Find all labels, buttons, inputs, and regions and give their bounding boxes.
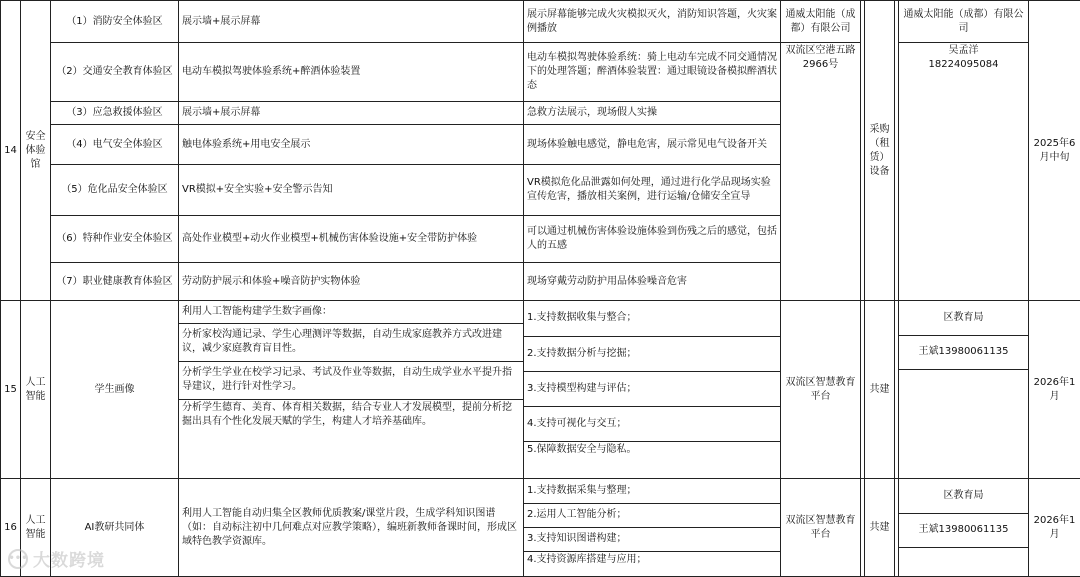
support-item: 4.支持可视化与交互； bbox=[524, 406, 780, 441]
item-name: AI教研共同体 bbox=[51, 479, 179, 577]
zone-desc: 现场穿戴劳动防护用品体验噪音危害 bbox=[524, 263, 781, 301]
support-item: 5.保障数据安全与隐私。 bbox=[527, 443, 637, 455]
platform-cell: 双流区智慧教育平台 bbox=[781, 301, 861, 479]
method-cell: 共建 bbox=[865, 479, 895, 577]
content-line: 分析家校沟通记录、学生心理测评等数据，自动生成家庭教养方式改进建议，减少家庭教育盲目性。 bbox=[179, 323, 523, 361]
contact-phone: 18224095084 bbox=[928, 59, 999, 70]
support-item: 2.运用人工智能分析； bbox=[524, 503, 780, 527]
support-item: 3.支持模型构建与评估； bbox=[524, 371, 780, 406]
zone-content: 展示墙+展示屏幕 bbox=[179, 1, 524, 43]
content-line: 分析学生德育、美育、体育相关数据，结合专业人才发展模型，提前分析挖掘出具有个性化发展天赋的学生，构建人才培养基础库。 bbox=[182, 401, 512, 427]
table-row bbox=[1, 1, 1080, 43]
table-row bbox=[1, 43, 1080, 102]
supplier-address: 双流区空港五路2966号 bbox=[781, 43, 861, 301]
zone-name: （7）职业健康教育体验区 bbox=[51, 263, 179, 301]
row-number: 16 bbox=[1, 479, 21, 577]
supplier-name: 通威太阳能（成都）有限公司 bbox=[781, 1, 861, 43]
support-item: 1.支持数据采集与整理； bbox=[524, 479, 780, 503]
contact-list bbox=[899, 301, 1029, 479]
watermark bbox=[8, 546, 105, 571]
support-list bbox=[524, 301, 781, 479]
watermark-text: 大数跨境 bbox=[33, 551, 105, 571]
method-cell: 共建 bbox=[865, 301, 895, 479]
contact-org: 区教育局 bbox=[899, 301, 1028, 335]
support-item: 2.支持数据分析与挖掘； bbox=[524, 336, 780, 371]
zone-name: （5）危化品安全体验区 bbox=[51, 165, 179, 216]
zone-desc: 电动车模拟驾驶体验系统：骑上电动车完成不同交通情况下的处理答题；醉酒体验装置：通过眼镜设备模拟醉酒状态 bbox=[524, 43, 781, 102]
support-item: 4.支持资源库搭建与应用； bbox=[527, 553, 647, 565]
contact-phone: 王斌13980061135 bbox=[899, 513, 1028, 547]
content-line: 利用人工智能自动归集全区教师优质教案/课堂片段，生成学科知识图谱（如：自动标注初中几何难点对应教学策略），编班新教师备课时间，形成区域特色教学资源库。 bbox=[179, 479, 524, 577]
support-list bbox=[524, 479, 781, 577]
zone-desc: 现场体验触电感觉，静电危害，展示常见电气设备开关 bbox=[524, 125, 781, 165]
method-cell: 采购（租赁）设备 bbox=[865, 1, 895, 301]
support-item: 1.支持数据收集与整合； bbox=[524, 301, 780, 336]
zone-desc: 急救方法展示，现场假人实操 bbox=[524, 102, 781, 125]
contact-name: 吴孟洋 bbox=[948, 45, 979, 56]
zone-name: （1）消防安全体验区 bbox=[51, 1, 179, 43]
contact-list bbox=[899, 479, 1029, 577]
zone-content: 电动车模拟驾驶体验系统+醉酒体验装置 bbox=[179, 43, 524, 102]
category-cell: 人工智能 bbox=[21, 479, 51, 577]
platform-cell: 双流区智慧教育平台 bbox=[781, 479, 861, 577]
zone-desc: 可以通过机械伤害体验设施体验到伤残之后的感觉，包括人的五感 bbox=[524, 216, 781, 263]
content-line: 分析学生学业在校学习记录、考试及作业等数据，自动生成学业水平提升指导建议，进行针对性学习。 bbox=[179, 361, 523, 399]
blank-cell bbox=[899, 547, 1028, 550]
table-row bbox=[1, 301, 1080, 479]
zone-name: （3）应急救援体验区 bbox=[51, 102, 179, 125]
contact-org: 通威太阳能（成都）有限公司 bbox=[899, 1, 1029, 43]
contact-person bbox=[899, 43, 1029, 301]
chat-bubble-icon: ••• bbox=[8, 549, 28, 569]
zone-name: （2）交通安全教育体验区 bbox=[51, 43, 179, 102]
zone-content: 触电体验系统+用电安全展示 bbox=[179, 125, 524, 165]
zone-desc: VR模拟危化品泄露如何处理，通过进行化学品现场实验宣传危害，播放相关案例，进行运输/仓储安全宣导 bbox=[524, 165, 781, 216]
item-name: 学生画像 bbox=[51, 301, 179, 479]
zone-desc: 展示屏幕能够完成火灾模拟灭火，消防知识答题，火灾案例播放 bbox=[524, 1, 781, 43]
zone-content: VR模拟+安全实验+安全警示告知 bbox=[179, 165, 524, 216]
contact-phone: 王斌13980061135 bbox=[899, 335, 1028, 369]
category-cell: 人工智能 bbox=[21, 301, 51, 479]
zone-content: 高处作业模型+动火作业模型+机械伤害体验设施+安全带防护体验 bbox=[179, 216, 524, 263]
blank-cell bbox=[899, 369, 1028, 372]
content-line: 利用人工智能构建学生数字画像： bbox=[179, 301, 523, 323]
support-item: 3.支持知识图谱构建； bbox=[524, 527, 780, 551]
row-number: 15 bbox=[1, 301, 21, 479]
date-cell: 2026年1月 bbox=[1029, 479, 1080, 577]
table-row bbox=[1, 479, 1080, 577]
zone-name: （6）特种作业安全体验区 bbox=[51, 216, 179, 263]
date-cell: 2026年1月 bbox=[1029, 301, 1080, 479]
zone-content: 展示墙+展示屏幕 bbox=[179, 102, 524, 125]
row-number: 14 bbox=[1, 1, 21, 301]
zone-name: （4）电气安全体验区 bbox=[51, 125, 179, 165]
contact-org: 区教育局 bbox=[899, 479, 1028, 513]
zone-content: 劳动防护展示和体验+噪音防护实物体验 bbox=[179, 263, 524, 301]
content-list bbox=[179, 301, 524, 479]
category-cell: 安全体验馆 bbox=[21, 1, 51, 301]
date-cell: 2025年6月中旬 bbox=[1029, 1, 1080, 301]
